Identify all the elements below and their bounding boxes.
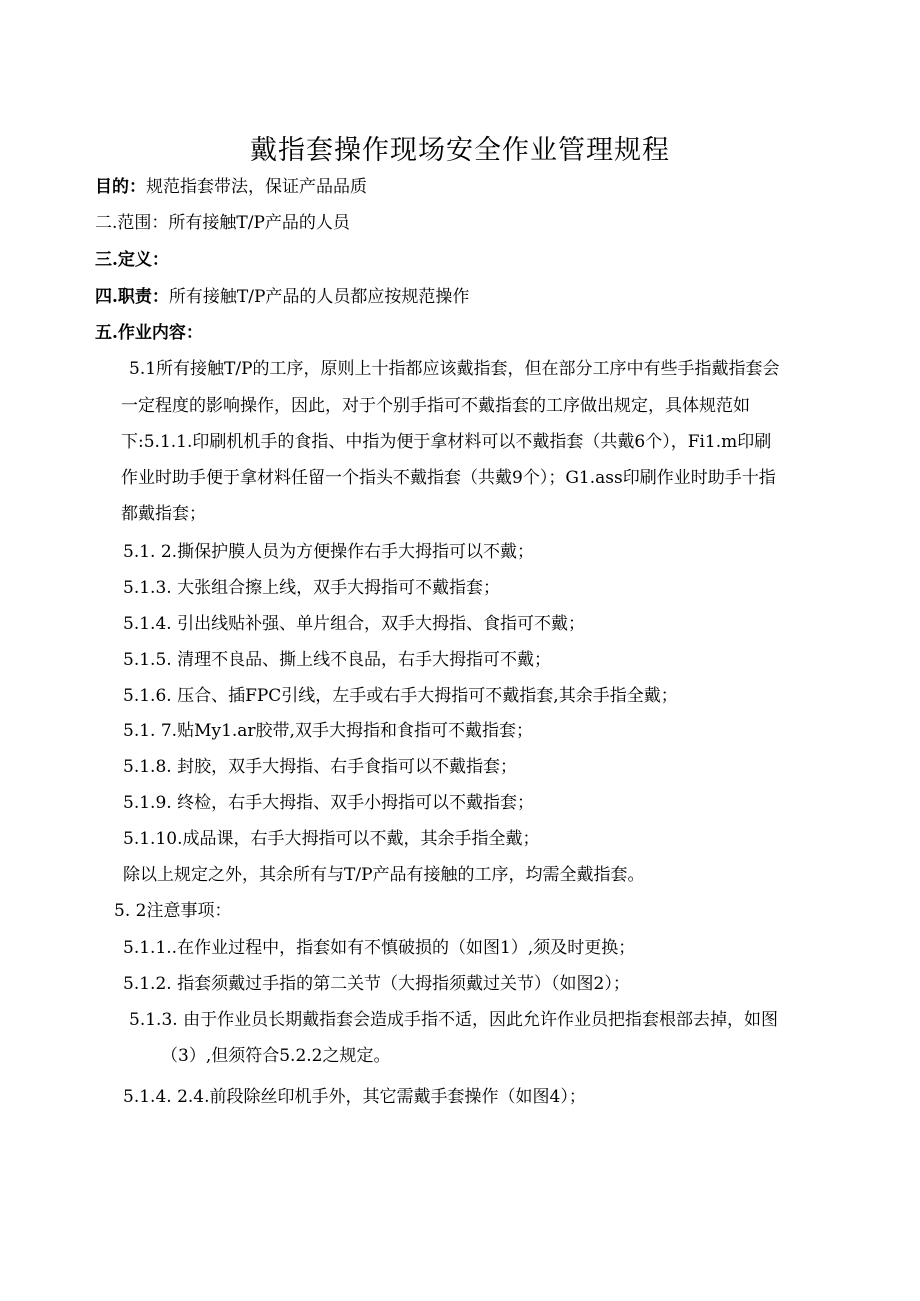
note-item-2: 5.1.2. 指套须戴过手指的第二关节（大拇指须戴过关节）（如图2）； <box>123 974 630 994</box>
para-5-1-line-5: 都戴指套； <box>121 504 206 524</box>
note-item-3-line-1: 5.1.3. 由于作业员长期戴指套会造成手指不适，因此允许作业员把指套根部去掉，如图 <box>129 1010 779 1030</box>
para-5-1-line-4: 作业时助手便于拿材料任留一个指头不戴指套（共戴9个）；G1.ass印刷作业时助手十指 <box>121 468 776 488</box>
list-item: 5.1.5. 清理不良品、撕上线不良品，右手大拇指可不戴； <box>123 650 552 670</box>
except-note: 除以上规定之外，其余所有与T/P产品有接触的工序，均需全戴指套。 <box>123 865 645 885</box>
duty-line <box>95 286 469 308</box>
list-item: 5.1.10.成品课，右手大拇指可以不戴，其余手指全戴； <box>123 829 540 849</box>
para-5-1-line-2: 一定程度的影响操作，因此，对于个别手指可不戴指套的工序做出规定，具体规范如 <box>121 396 750 416</box>
content-label: 五.作业内容： <box>95 323 203 343</box>
list-item: 5.1.8. 封胶，双手大拇指、右手食指可以不戴指套； <box>123 757 518 777</box>
scope-line: 二.范围：所有接触T/P产品的人员 <box>95 213 350 233</box>
list-item: 5.1.9. 终检，右手大拇指、双手小拇指可以不戴指套； <box>123 793 535 813</box>
note-item-1: 5.1.1..在作业过程中，指套如有不慎破损的（如图1）,须及时更换； <box>123 938 636 958</box>
list-item: 5.1.6. 压合、插FPC引线，左手或右手大拇指可不戴指套,其余手指全戴； <box>123 686 678 706</box>
purpose-line <box>95 176 367 198</box>
note-item-3-line-2: （3）,但须符合5.2.2之规定。 <box>161 1046 391 1066</box>
purpose-label: 目的： <box>95 177 146 197</box>
list-item: 5.1. 2.撕保护膜人员为方便操作右手大拇指可以不戴； <box>123 542 535 562</box>
notes-header: 5. 2注意事项： <box>114 901 232 921</box>
document-title: 戴指套操作现场安全作业管理规程 <box>250 135 670 166</box>
list-item: 5.1. 7.贴My1.ar胶带,双手大拇指和食指可不戴指套； <box>123 721 533 741</box>
purpose-text: 规范指套带法，保证产品品质 <box>146 177 367 197</box>
note-item-4: 5.1.4. 2.4.前段除丝印机手外，其它需戴手套操作（如图4）； <box>123 1087 586 1107</box>
duty-label: 四.职责： <box>95 287 169 307</box>
list-item: 5.1.3. 大张组合擦上线，双手大拇指可不戴指套； <box>123 578 501 598</box>
para-5-1-line-3: 下:5.1.1.印刷机机手的食指、中指为便于拿材料可以不戴指套（共戴6个），Fi1.m印刷 <box>121 432 772 452</box>
list-item: 5.1.4. 引出线贴补强、单片组合，双手大拇指、食指可不戴； <box>123 614 586 634</box>
definition-label: 三.定义： <box>95 250 169 270</box>
duty-text: 所有接触T/P产品的人员都应按规范操作 <box>168 287 470 307</box>
para-5-1-line-1: 5.1所有接触T/P的工序，原则上十指都应该戴指套，但在部分工序中有些手指戴指套会 <box>129 359 780 379</box>
